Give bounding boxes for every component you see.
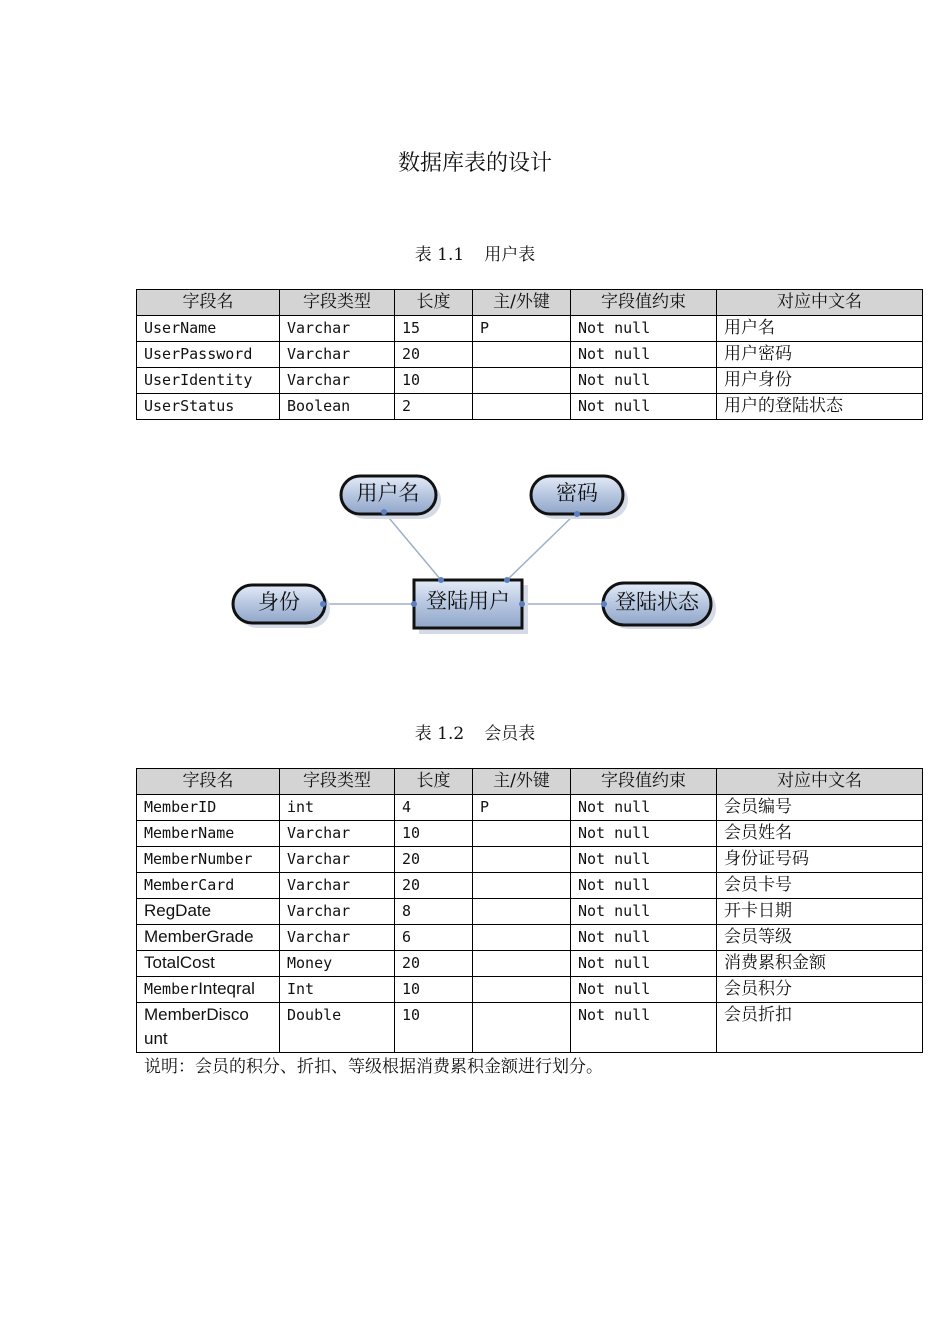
- entity-login-user: [414, 580, 522, 628]
- attribute-login-status: [603, 583, 711, 625]
- connector-dot: [519, 601, 525, 607]
- chinese-name-cell: 会员折扣: [717, 1003, 923, 1053]
- length-cell: 20: [395, 873, 473, 899]
- key-cell: [473, 925, 571, 951]
- connector-line: [507, 512, 577, 580]
- length-cell: 15: [395, 316, 473, 342]
- field-name-line1: MemberDisco: [144, 1005, 249, 1024]
- key-cell: [473, 1003, 571, 1053]
- header-chinese-name: 对应中文名: [717, 290, 923, 316]
- table-header-row: [137, 769, 923, 795]
- field-type-cell: Varchar: [280, 342, 395, 368]
- key-cell: [473, 977, 571, 1003]
- header-field-name: 字段名: [137, 290, 280, 316]
- constraint-cell: Not null: [571, 847, 717, 873]
- length-cell: 20: [395, 847, 473, 873]
- table-row: [137, 795, 923, 821]
- constraint-cell: Not null: [571, 873, 717, 899]
- field-type-cell: int: [280, 795, 395, 821]
- constraint-cell: Not null: [571, 316, 717, 342]
- constraint-cell: Not null: [571, 899, 717, 925]
- field-name-cell: MemberCard: [137, 873, 280, 899]
- table-row: [137, 951, 923, 977]
- chinese-name-cell: 消费累积金额: [717, 951, 923, 977]
- attribute-identity: [233, 585, 325, 623]
- table-row: [137, 977, 923, 1003]
- constraint-cell: Not null: [571, 342, 717, 368]
- header-constraint: 字段值约束: [571, 769, 717, 795]
- length-cell: 20: [395, 342, 473, 368]
- chinese-name-cell: 用户名: [717, 316, 923, 342]
- member-table: [136, 768, 923, 1053]
- table2-caption-name: 会员表: [484, 724, 536, 744]
- field-name-cell: UserPassword: [137, 342, 280, 368]
- field-name-suffix: Inteqral: [198, 979, 255, 998]
- field-name-cell: UserStatus: [137, 394, 280, 420]
- header-chinese-name: 对应中文名: [717, 769, 923, 795]
- chinese-name-cell: 用户身份: [717, 368, 923, 394]
- field-name-cell: [137, 1003, 280, 1053]
- field-type-cell: Varchar: [280, 368, 395, 394]
- field-type-cell: Varchar: [280, 873, 395, 899]
- table-row: [137, 925, 923, 951]
- attribute-username: [341, 476, 436, 514]
- connector-dot: [504, 577, 510, 583]
- table2-caption: [0, 719, 950, 744]
- field-type-cell: Varchar: [280, 899, 395, 925]
- header-field-type: 字段类型: [280, 290, 395, 316]
- attribute-login-status-label: 登陆状态: [615, 590, 699, 614]
- field-name-cell: MemberNumber: [137, 847, 280, 873]
- header-length: 长度: [395, 290, 473, 316]
- header-field-type: 字段类型: [280, 769, 395, 795]
- constraint-cell: Not null: [571, 368, 717, 394]
- page-title: 数据库表的设计: [397, 151, 552, 176]
- length-cell: 20: [395, 951, 473, 977]
- field-name-cell: UserName: [137, 316, 280, 342]
- field-name-cell: MemberGrade: [137, 925, 280, 951]
- constraint-cell: Not null: [571, 795, 717, 821]
- field-type-cell: Varchar: [280, 316, 395, 342]
- table1-caption-name: 用户表: [484, 245, 536, 265]
- connector-dot: [320, 601, 326, 607]
- field-name-cell: RegDate: [137, 899, 280, 925]
- connector-line: [384, 512, 441, 580]
- connector-dot: [438, 577, 444, 583]
- constraint-cell: Not null: [571, 1003, 717, 1053]
- connector-dot: [411, 601, 417, 607]
- field-name-cell: [137, 977, 280, 1003]
- constraint-cell: Not null: [571, 925, 717, 951]
- chinese-name-cell: 用户密码: [717, 342, 923, 368]
- field-type-cell: Varchar: [280, 847, 395, 873]
- chinese-name-cell: 会员编号: [717, 795, 923, 821]
- header-length: 长度: [395, 769, 473, 795]
- constraint-cell: Not null: [571, 951, 717, 977]
- attribute-username-label: 用户名: [356, 481, 420, 505]
- key-cell: P: [473, 316, 571, 342]
- field-name-prefix: Member: [144, 980, 199, 998]
- chinese-name-cell: 用户的登陆状态: [717, 394, 923, 420]
- table-note: 说明：会员的积分、折扣、等级根据消费累积金额进行划分。: [144, 1057, 603, 1077]
- field-type-cell: Int: [280, 977, 395, 1003]
- field-type-cell: Varchar: [280, 925, 395, 951]
- table-row: [137, 899, 923, 925]
- table-row: [137, 821, 923, 847]
- field-name-cell: UserIdentity: [137, 368, 280, 394]
- table-row: [137, 873, 923, 899]
- field-name-cell: MemberName: [137, 821, 280, 847]
- chinese-name-cell: 会员卡号: [717, 873, 923, 899]
- chinese-name-cell: 会员积分: [717, 977, 923, 1003]
- length-cell: 10: [395, 821, 473, 847]
- length-cell: 4: [395, 795, 473, 821]
- header-field-name: 字段名: [137, 769, 280, 795]
- field-type-cell: Double: [280, 1003, 395, 1053]
- field-type-cell: Varchar: [280, 821, 395, 847]
- table-row: [137, 847, 923, 873]
- connector-dot: [381, 509, 387, 515]
- chinese-name-cell: 会员等级: [717, 925, 923, 951]
- header-key: 主/外键: [473, 769, 571, 795]
- constraint-cell: Not null: [571, 394, 717, 420]
- table2-caption-number: 表 1.2: [414, 724, 465, 744]
- length-cell: 10: [395, 977, 473, 1003]
- key-cell: [473, 847, 571, 873]
- key-cell: [473, 899, 571, 925]
- chinese-name-cell: 身份证号码: [717, 847, 923, 873]
- connector-dot: [601, 601, 607, 607]
- attribute-identity-label: 身份: [258, 590, 300, 614]
- length-cell: 6: [395, 925, 473, 951]
- length-cell: 2: [395, 394, 473, 420]
- key-cell: P: [473, 795, 571, 821]
- header-constraint: 字段值约束: [571, 290, 717, 316]
- constraint-cell: Not null: [571, 821, 717, 847]
- length-cell: 8: [395, 899, 473, 925]
- table1-caption-number: 表 1.1: [414, 245, 465, 265]
- length-cell: 10: [395, 1003, 473, 1053]
- field-name-line2: unt: [144, 1029, 168, 1048]
- key-cell: [473, 873, 571, 899]
- connector-dot: [574, 511, 580, 517]
- entity-label: 登陆用户: [426, 589, 510, 613]
- attribute-password: [531, 476, 623, 514]
- length-cell: 10: [395, 368, 473, 394]
- key-cell: [473, 951, 571, 977]
- chinese-name-cell: 会员姓名: [717, 821, 923, 847]
- constraint-cell: Not null: [571, 977, 717, 1003]
- field-type-cell: Boolean: [280, 394, 395, 420]
- field-type-cell: Money: [280, 951, 395, 977]
- field-name-cell: MemberID: [137, 795, 280, 821]
- key-cell: [473, 821, 571, 847]
- attribute-password-label: 密码: [556, 481, 598, 505]
- header-key: 主/外键: [473, 290, 571, 316]
- chinese-name-cell: 开卡日期: [717, 899, 923, 925]
- field-name-cell: TotalCost: [137, 951, 280, 977]
- table-row: [137, 1003, 923, 1053]
